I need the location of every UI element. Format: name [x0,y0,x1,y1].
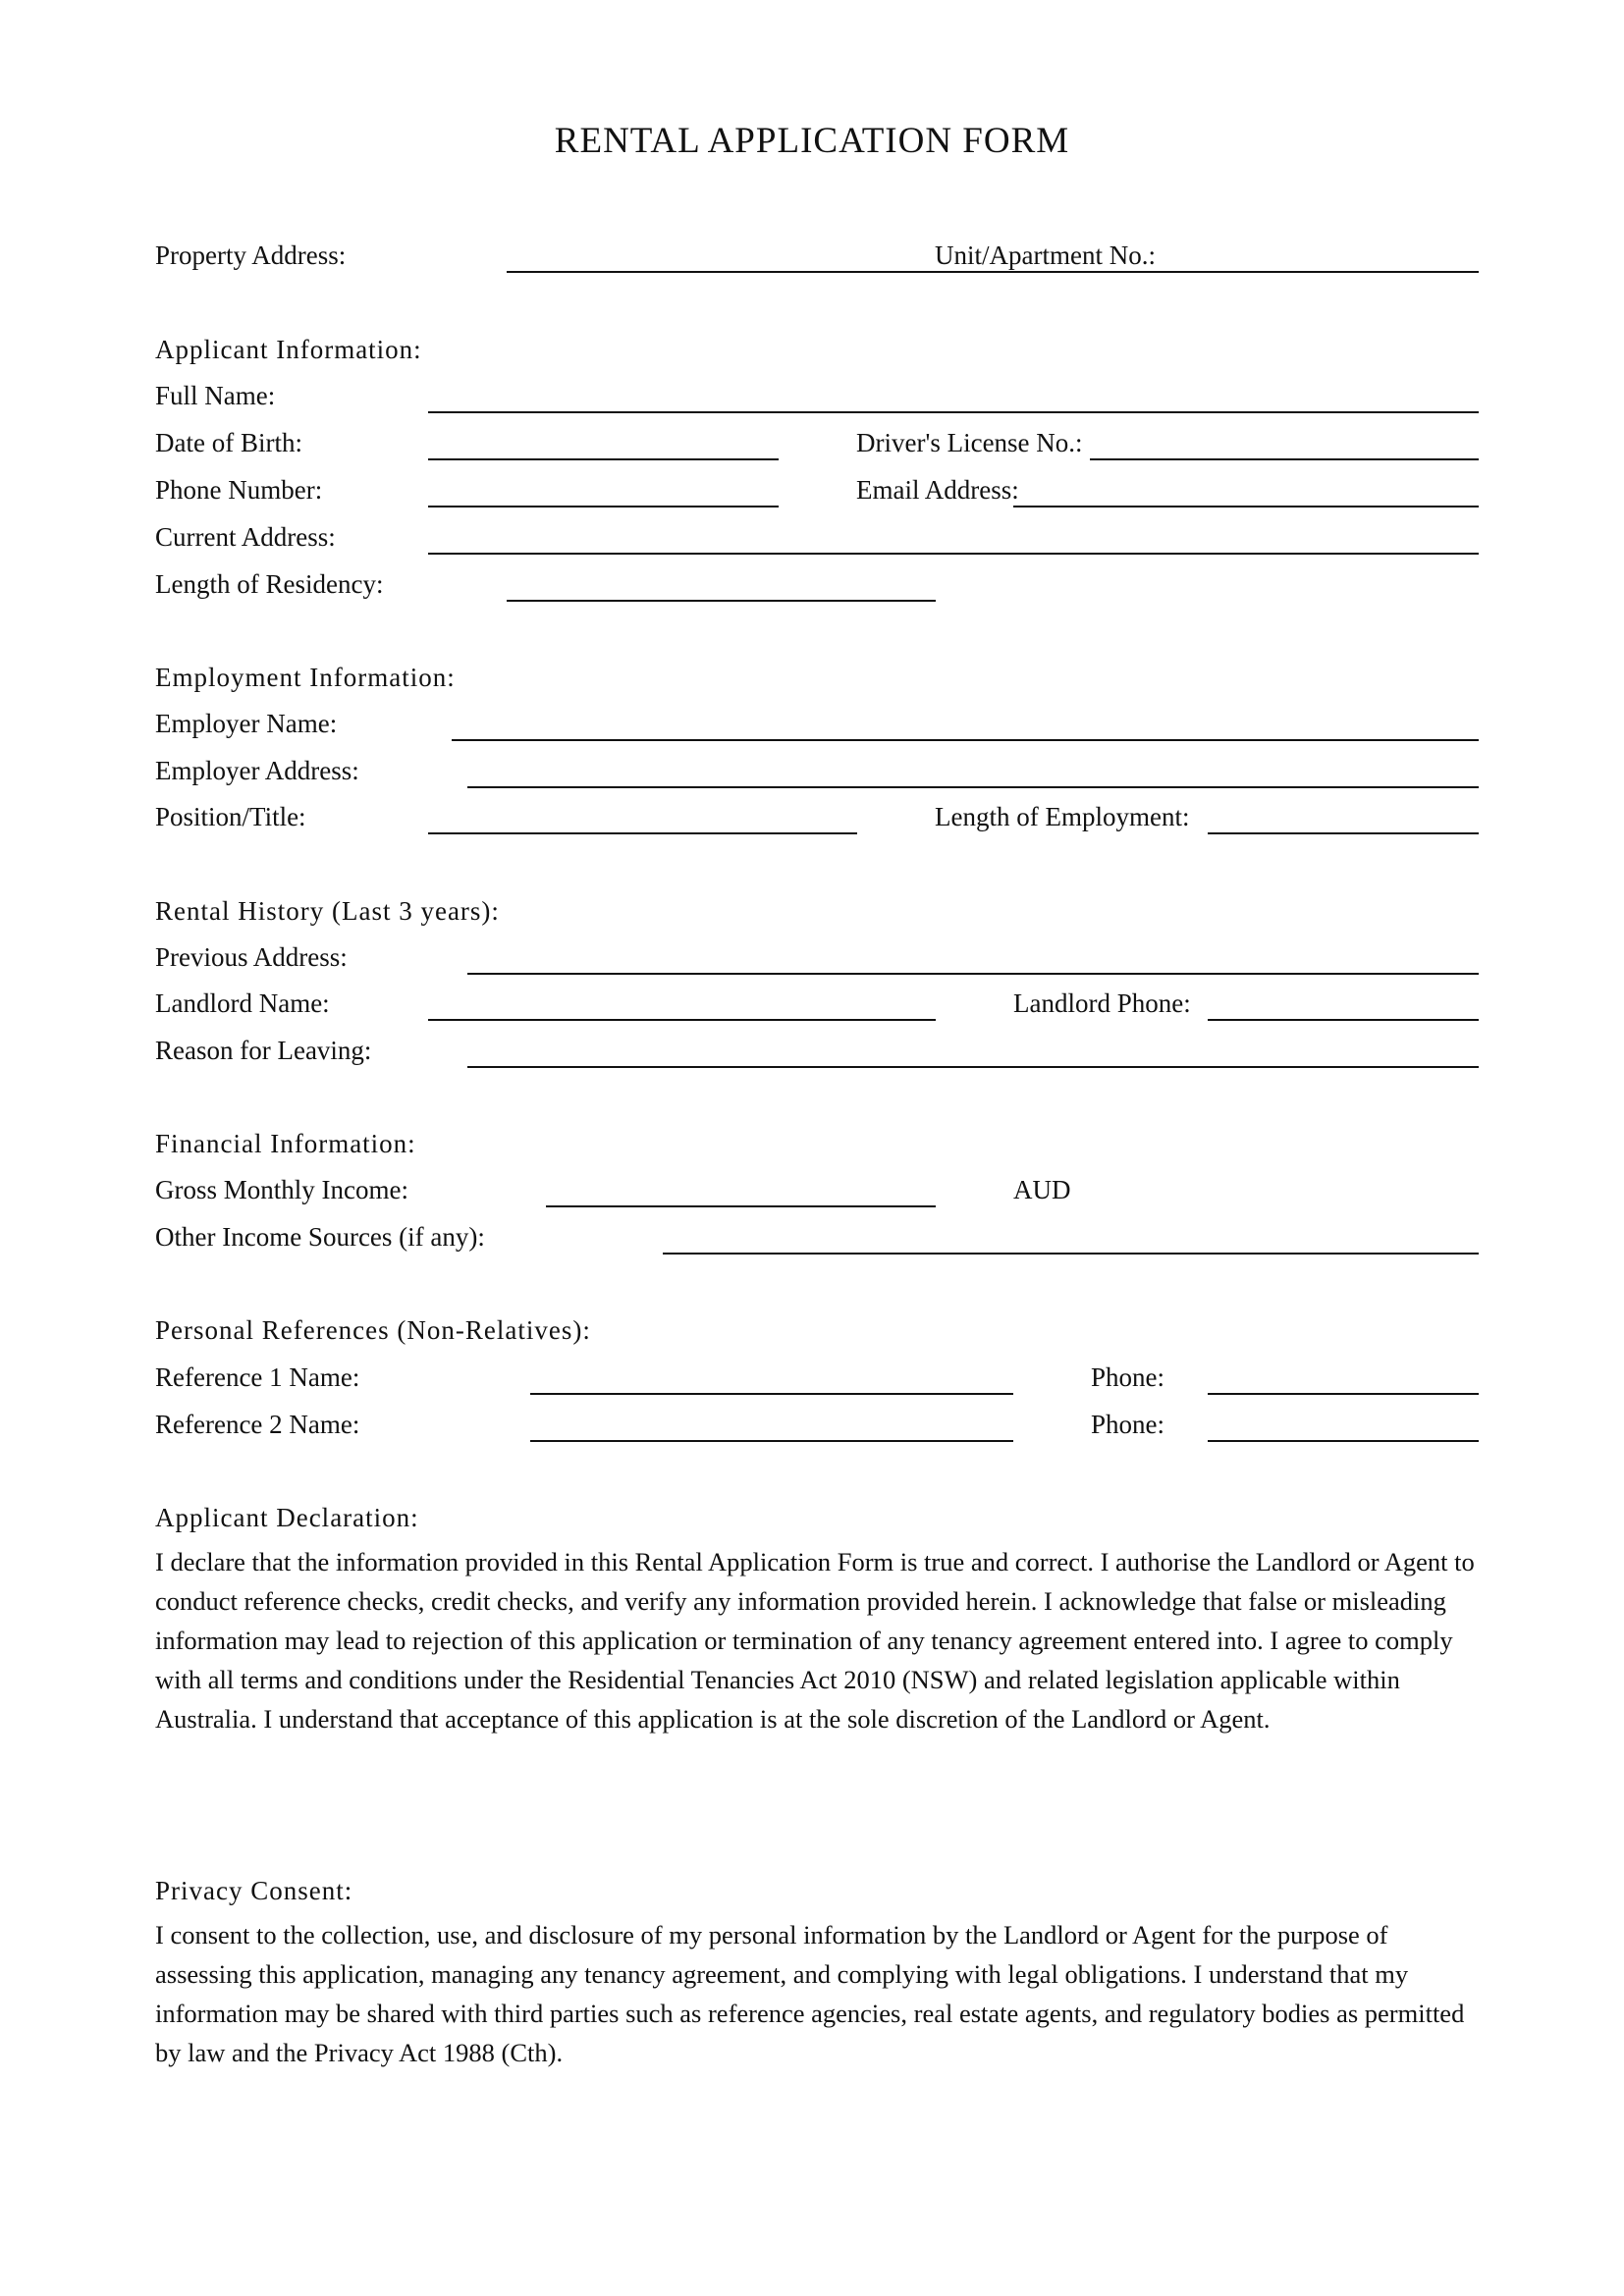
length-of-employment-field[interactable] [1208,832,1479,834]
full-name-field[interactable] [428,411,1479,413]
full-name-label: Full Name: [155,381,276,410]
declaration-text: I declare that the information provided in this Rental Application Form is true and correct. I authorise the Landlord or Agent to conduct reference checks, credit checks, and verify any information provided herein. I acknowledge that false or misleading information may lead to rejection of this application or termination of any tenancy agreement entered into. I agree to comply with all terms and conditions under the Residential Tenancies Act 2010 (NSW) and related legislation applicable within Australia. I understand that acceptance of this application is at the sole discretion of the Landlord or Agent. [155,1547,1475,1734]
landlord-phone-field[interactable] [1208,1019,1479,1021]
reference-1-phone-label: Phone: [1091,1362,1165,1392]
gross-monthly-income-label: Gross Monthly Income: [155,1175,408,1204]
date-of-birth-field[interactable] [428,458,779,460]
length-of-employment-label: Length of Employment: [935,802,1190,831]
length-of-residency-label: Length of Residency: [155,569,384,599]
property-address-field[interactable] [507,271,1479,273]
email-address-field[interactable] [1013,506,1479,507]
date-of-birth-label: Date of Birth: [155,428,302,457]
gross-monthly-income-field[interactable] [546,1205,936,1207]
email-address-label: Email Address: [856,475,1019,505]
applicant-section-heading: Applicant Information: [155,335,422,364]
landlord-name-field[interactable] [428,1019,936,1021]
employer-name-field[interactable] [452,739,1479,741]
reference-2-phone-field[interactable] [1208,1440,1479,1442]
privacy-consent-text: I consent to the collection, use, and disclosure of my personal information by the Landlord or Agent for the purpose of assessing this application, managing any tenancy agreement, and complying with legal obligations. I understand that my information may be shared with third parties such as reference agencies, real estate agents, and regulatory bodies as permitted by law and the Privacy Act 1988 (Cth). [155,1920,1465,2067]
position-title-label: Position/Title: [155,802,306,831]
unit-number-label: Unit/Apartment No.: [935,240,1156,270]
phone-number-label: Phone Number: [155,475,323,505]
landlord-name-label: Landlord Name: [155,988,330,1018]
position-title-field[interactable] [428,832,857,834]
employer-name-label: Employer Name: [155,709,338,738]
reason-for-leaving-field[interactable] [467,1066,1479,1068]
currency-label: AUD [1013,1175,1071,1204]
declaration-section-heading: Applicant Declaration: [155,1503,419,1532]
reference-1-name-field[interactable] [530,1393,1013,1395]
rental-history-section-heading: Rental History (Last 3 years): [155,896,500,926]
reference-1-phone-field[interactable] [1208,1393,1479,1395]
other-income-field[interactable] [663,1253,1479,1255]
reference-2-phone-label: Phone: [1091,1410,1165,1439]
financial-section-heading: Financial Information: [155,1129,416,1158]
references-section-heading: Personal References (Non-Relatives): [155,1315,591,1345]
length-of-residency-field[interactable] [507,600,936,602]
reason-for-leaving-label: Reason for Leaving: [155,1036,372,1065]
reference-2-name-label: Reference 2 Name: [155,1410,360,1439]
current-address-field[interactable] [428,553,1479,555]
reference-1-name-label: Reference 1 Name: [155,1362,360,1392]
phone-number-field[interactable] [428,506,779,507]
property-address-label: Property Address: [155,240,347,270]
employer-address-label: Employer Address: [155,756,359,785]
privacy-section-heading: Privacy Consent: [155,1876,353,1905]
other-income-label: Other Income Sources (if any): [155,1222,485,1252]
previous-address-field[interactable] [467,973,1479,975]
employment-section-heading: Employment Information: [155,663,456,692]
drivers-license-label: Driver's License No.: [856,428,1083,457]
landlord-phone-label: Landlord Phone: [1013,988,1191,1018]
drivers-license-field[interactable] [1090,458,1479,460]
reference-2-name-field[interactable] [530,1440,1013,1442]
form-title: RENTAL APPLICATION FORM [554,121,1070,161]
employer-address-field[interactable] [467,786,1479,788]
previous-address-label: Previous Address: [155,942,348,972]
current-address-label: Current Address: [155,522,336,552]
